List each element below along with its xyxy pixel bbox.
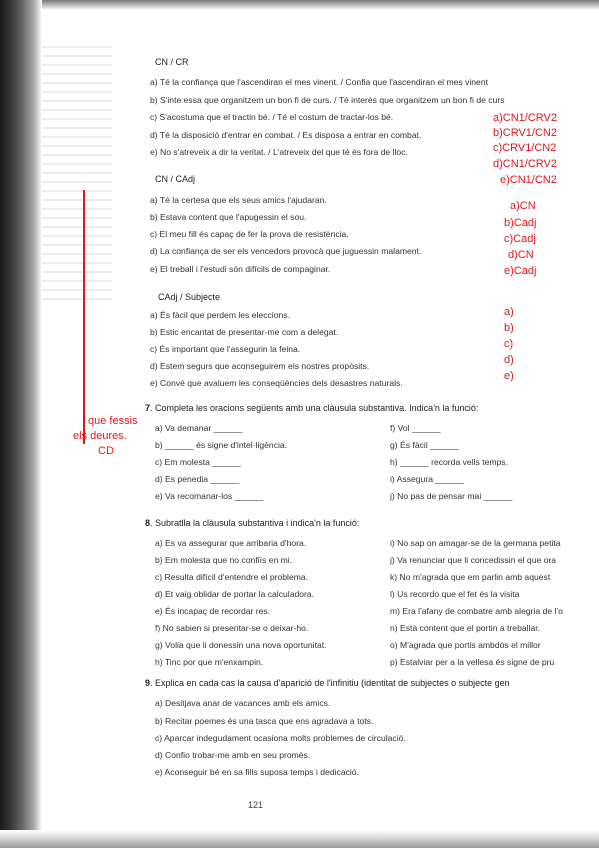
s1-answer-a: a)CN1/CRV2 bbox=[493, 112, 557, 124]
s3-answer-c: c) bbox=[504, 338, 514, 350]
s1-answer-b: b)CRV1/CN2 bbox=[493, 127, 557, 139]
exercise-7-title: 7. Completa les oracions següents amb una clàusula substantiva. Indica'n la funció: bbox=[145, 403, 479, 413]
exercise-9-title: 9. Explica en cada cas la causa d'aparició de l'infinitiu (identitat de subjectes o subjecte gen bbox=[145, 678, 510, 688]
s3-answer-a: a) bbox=[504, 306, 514, 318]
ex8-left-a: a) Es va assegurar que arribaria d'hora. bbox=[155, 538, 307, 548]
s1-answer-d: d)CN1/CRV2 bbox=[493, 158, 557, 170]
ex7-right-j: j) No pas de pensar mai ______ bbox=[390, 491, 513, 501]
s2-answer-a: a)CN bbox=[510, 200, 536, 212]
s3-answer-e: e) bbox=[504, 370, 514, 382]
ex9-item-d: d) Confio trobar-me amb en seu promès. bbox=[155, 750, 311, 760]
s2-answer-c: c)Cadj bbox=[504, 233, 536, 245]
ex7-left-e: e) Va recomanar-los ______ bbox=[155, 491, 264, 501]
ex9-item-c: c) Aparcar indegudament ocasiona molts problemes de circulació. bbox=[155, 733, 406, 743]
ex7-left-c: c) Em molesta ______ bbox=[155, 457, 241, 467]
exercise-8-title: 8. Subratlla la clàusula substantiva i indica'n la funció: bbox=[145, 518, 360, 528]
ex8-right-i: i) No sap on amagar-se de la germana petita bbox=[390, 538, 561, 548]
ex7-note-line-2: els deures. bbox=[73, 430, 127, 442]
ex7-left-a: a) Va demanar ______ bbox=[155, 423, 243, 433]
ex8-left-g: g) Volia que li donessin una nova oportunitat. bbox=[155, 640, 327, 650]
s1-item-a: a) Té la confiança que l'ascendiran el mes vinent. / Confia que l'ascendiran el mes vinent bbox=[150, 77, 488, 87]
ex8-left-b: b) Em molesta que no confiïs en mi. bbox=[155, 555, 293, 565]
s3-item-b: b) Estic encantat de presentar-me com a delegat. bbox=[150, 327, 339, 337]
s2-answer-d: d)CN bbox=[508, 249, 534, 261]
section-cn-cr-header: CN / CR bbox=[155, 57, 189, 67]
s1-answer-e: e)CN1/CN2 bbox=[500, 174, 557, 186]
s2-item-a: a) Té la certesa que els seus amics l'ajudaran. bbox=[150, 195, 327, 205]
s3-item-d: d) Estem segurs que aconseguirem els nostres propòsits. bbox=[150, 361, 370, 371]
ex8-left-c: c) Resulta difícil d'entendre el problema. bbox=[155, 572, 309, 582]
ex7-right-f: f) Vol ______ bbox=[390, 423, 441, 433]
ex8-right-k: k) No m'agrada que em parlin amb aquest bbox=[390, 572, 551, 582]
scan-shadow-top bbox=[42, 0, 599, 10]
scan-shadow-left bbox=[0, 0, 42, 848]
ex7-right-h: h) ______ recorda vells temps. bbox=[390, 457, 508, 467]
s1-item-d: d) Té la disposició d'entrar en combat. / Es disposa a entrar en combat. bbox=[150, 130, 422, 140]
s1-item-c: c) S'acostuma que el tractin bé. / Té el costum de tractar-los bé. bbox=[150, 112, 394, 122]
s2-item-e: e) El treball i l'estudi són difícils de compaginar. bbox=[150, 264, 331, 274]
margin-mark-line bbox=[83, 190, 85, 444]
section-cadj-subjecte-header: CAdj / Subjecte bbox=[158, 292, 221, 302]
ex9-item-a: a) Desitjava anar de vacances amb els amics. bbox=[155, 698, 331, 708]
s3-answer-b: b) bbox=[504, 322, 514, 334]
ex7-right-i: i) Assegura ______ bbox=[390, 474, 465, 484]
ex7-right-g: g) És fàcil ______ bbox=[390, 440, 459, 450]
ex8-left-h: h) Tinc por que m'enxampin. bbox=[155, 657, 264, 667]
s1-item-e: e) No s'atreveix a dir la veritat. / L'atreveix del que té és fora de lloc. bbox=[150, 147, 408, 157]
ex7-note-line-3: CD bbox=[98, 445, 114, 457]
ex8-left-d: d) Et vaig oblidar de portar la calculadora. bbox=[155, 589, 315, 599]
s2-item-b: b) Estava content que l'apugessin el sou. bbox=[150, 212, 307, 222]
s2-answer-e: e)Cadj bbox=[504, 265, 537, 277]
section-cn-cadj-header: CN / CAdj bbox=[155, 174, 196, 184]
s2-answer-b: b)Cadj bbox=[504, 217, 537, 229]
scan-shadow-bottom bbox=[0, 830, 599, 848]
s1-item-b: b) S'inte essa que organitzem un bon fi de curs. / Té interès que organitzem un bon fi de curs bbox=[150, 95, 505, 105]
ex7-left-b: b) ______ és signe d'intel·ligència. bbox=[155, 440, 288, 450]
s2-item-d: d) La confiança de ser els vencedors provocà que juguessin malament. bbox=[150, 246, 422, 256]
s3-answer-d: d) bbox=[504, 354, 514, 366]
ex9-item-e: e) Aconseguir bé en sa fills suposa temps i dedicació. bbox=[155, 767, 359, 777]
scan-noise bbox=[42, 40, 112, 300]
ex8-right-p: p) Estalviar per a la vellesa és signe de pru bbox=[390, 657, 555, 667]
ex8-left-f: f) No sabien si presentar-se o deixar-ho. bbox=[155, 623, 309, 633]
ex8-right-o: o) M'agrada que portis ambdós el millor bbox=[390, 640, 541, 650]
s2-item-c: c) El meu fill és capaç de fer la prova de resistència. bbox=[150, 229, 349, 239]
ex8-right-m: m) Era l'afany de combatre amb alegria de l'o bbox=[390, 606, 563, 616]
s3-item-e: e) Convé que avaluem les conseqüències dels desastres naturals. bbox=[150, 378, 403, 388]
s1-answer-c: c)CRV1/CN2 bbox=[493, 142, 557, 154]
ex9-item-b: b) Recitar poemes és una tasca que ens agradava a tots. bbox=[155, 716, 374, 726]
ex8-left-e: e) És incapaç de recordar res. bbox=[155, 606, 271, 616]
s3-item-c: c) És important que l'assegurin la feina. bbox=[150, 344, 301, 354]
ex7-left-d: d) Es penedia ______ bbox=[155, 474, 240, 484]
page-number: 121 bbox=[248, 800, 264, 810]
ex8-right-n: n) Està content que el portin a treballar. bbox=[390, 623, 541, 633]
ex8-right-j: j) Va renunciar que li concedissin el que ora bbox=[390, 555, 557, 565]
ex7-note-line-1: que fessis bbox=[88, 415, 138, 427]
ex8-right-l: l) Us recordo que el fet és la visita bbox=[390, 589, 520, 599]
s3-item-a: a) És fàcil que perdem les eleccions. bbox=[150, 310, 290, 320]
